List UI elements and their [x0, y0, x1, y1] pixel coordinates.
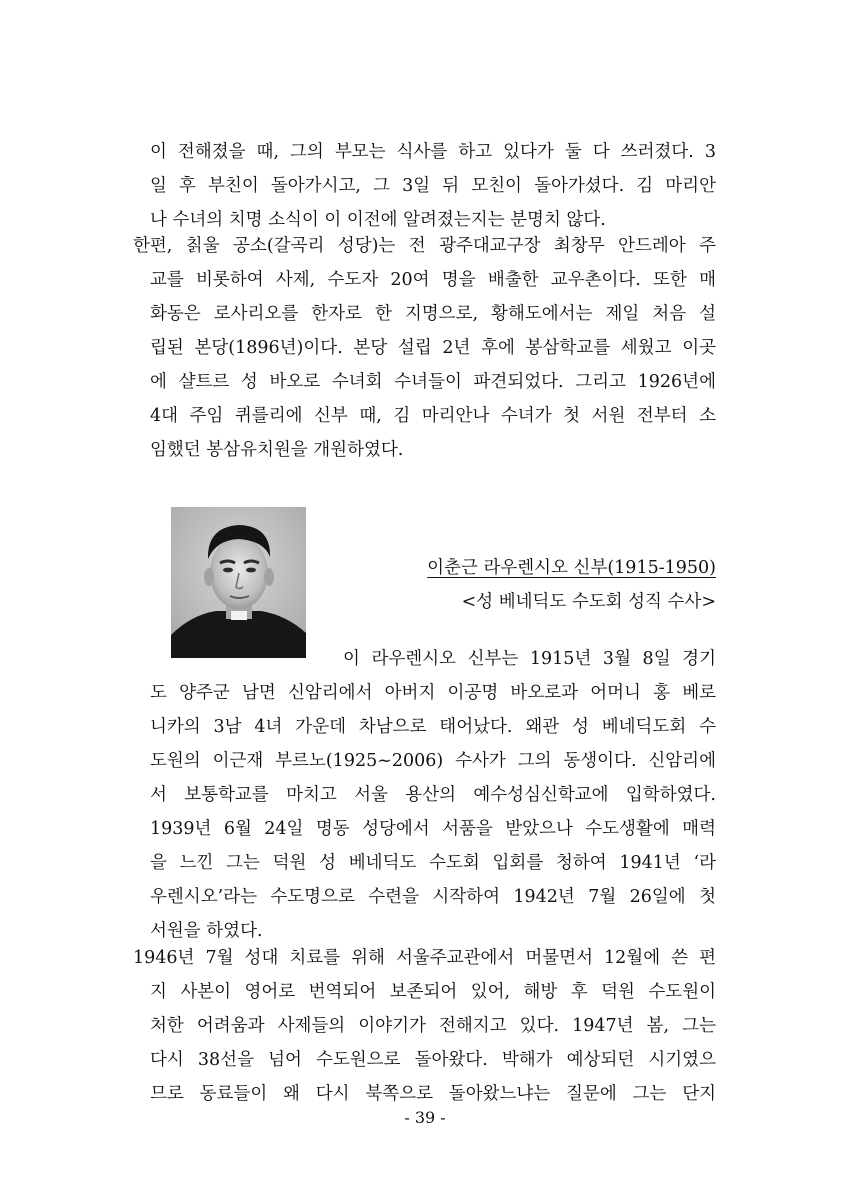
text-line [0, 433, 850, 467]
profile-subheading: <성 베네딕도 수도회 성직 수사> [461, 592, 716, 612]
text-line [0, 135, 850, 169]
line-text: 우렌시오’라는 수도명으로 수련을 시작하여 1942년 7월 26일에 첫 [150, 887, 716, 907]
text-line [0, 846, 850, 880]
line-text: 도 양주군 남면 신암리에서 아버지 이공명 바오로과 어머니 홍 베로 [150, 683, 716, 703]
line-text: 화동은 로사리오를 한자로 한 지명으로, 황해도에서는 제일 처음 설 [150, 304, 716, 324]
text-line [0, 169, 850, 203]
line-text: 므로 동료들이 왜 다시 북쪽으로 돌아왔느냐는 질문에 그는 단지 [150, 1084, 716, 1104]
line-text: 지 사본이 영어로 번역되어 보존되어 있어, 해방 후 덕원 수도원이 [150, 982, 716, 1002]
line-text: 1939년 6월 24일 명동 성당에서 서품을 받았으나 수도생활에 매력 [150, 819, 716, 839]
text-line [0, 941, 850, 975]
text-line [0, 365, 850, 399]
text-line [0, 744, 850, 778]
line-text: 교를 비롯하여 사제, 수도자 20여 명을 배출한 교우촌이다. 또한 매 [150, 270, 716, 290]
line-text: 한편, 칡울 공소(갈곡리 성당)는 전 광주대교구장 최창무 안드레아 주 [133, 236, 716, 256]
line-text: 도원의 이근재 부르노(1925~2006) 수사가 그의 동생이다. 신암리에 [150, 751, 716, 771]
text-line [0, 297, 850, 331]
text-line [0, 1009, 850, 1043]
text-line [0, 812, 850, 846]
line-text: 을 느낀 그는 덕원 성 베네딕도 수도회 입회를 청하여 1941년 ‘라 [150, 853, 716, 873]
text-line [0, 778, 850, 812]
text-line [0, 229, 850, 263]
line-text: 처한 어려움과 사제들의 이야기가 전해지고 있다. 1947년 봄, 그는 [150, 1016, 716, 1036]
line-text: 나 수녀의 치명 소식이 이 이전에 알려졌는지는 분명치 않다. [150, 210, 606, 230]
text-line [0, 1043, 850, 1077]
line-text: 니카의 3남 4녀 가운데 차남으로 태어났다. 왜관 성 베네딕도회 수 [150, 717, 716, 737]
line-text: 일 후 부친이 돌아가시고, 그 3일 뒤 모친이 돌아가셨다. 김 마리안 [150, 176, 716, 196]
line-text: 서원을 하였다. [150, 921, 263, 941]
line-text: 서 보통학교를 마치고 서울 용산의 예수성심신학교에 입학하였다. [150, 785, 716, 805]
line-text: 에 샬트르 성 바오로 수녀회 수녀들이 파견되었다. 그리고 1926년에 [150, 372, 716, 392]
line-text: 4대 주임 퀴를리에 신부 때, 김 마리안나 수녀가 첫 서원 전부터 소 [150, 406, 716, 426]
line-text: 이 라우렌시오 신부는 1915년 3월 8일 경기 [343, 649, 716, 669]
text-line [0, 676, 850, 710]
profile-name-heading: 이춘근 라우렌시오 신부(1915-1950) [427, 558, 716, 578]
page-number: - 39 - [404, 1108, 446, 1127]
text-line [0, 642, 850, 676]
line-text: 이 전해졌을 때, 그의 부모는 식사를 하고 있다가 둘 다 쓰러졌다. 3 [150, 142, 716, 162]
profile-name-heading-line [0, 551, 850, 585]
text-line [0, 975, 850, 1009]
profile-subheading-line [0, 585, 850, 619]
text-line [0, 331, 850, 365]
line-text: 다시 38선을 넘어 수도원으로 돌아왔다. 박해가 예상되던 시기였으 [150, 1050, 716, 1070]
text-line [0, 263, 850, 297]
line-text: 임했던 봉삼유치원을 개원하였다. [150, 440, 404, 460]
line-text: 1946년 7월 성대 치료를 위해 서울주교관에서 머물면서 12월에 쓴 편 [133, 948, 716, 968]
line-text: 립된 본당(1896년)이다. 본당 설립 2년 후에 봉삼학교를 세웠고 이곳 [150, 338, 716, 358]
text-line [0, 880, 850, 914]
text-line [0, 399, 850, 433]
text-line [0, 710, 850, 744]
